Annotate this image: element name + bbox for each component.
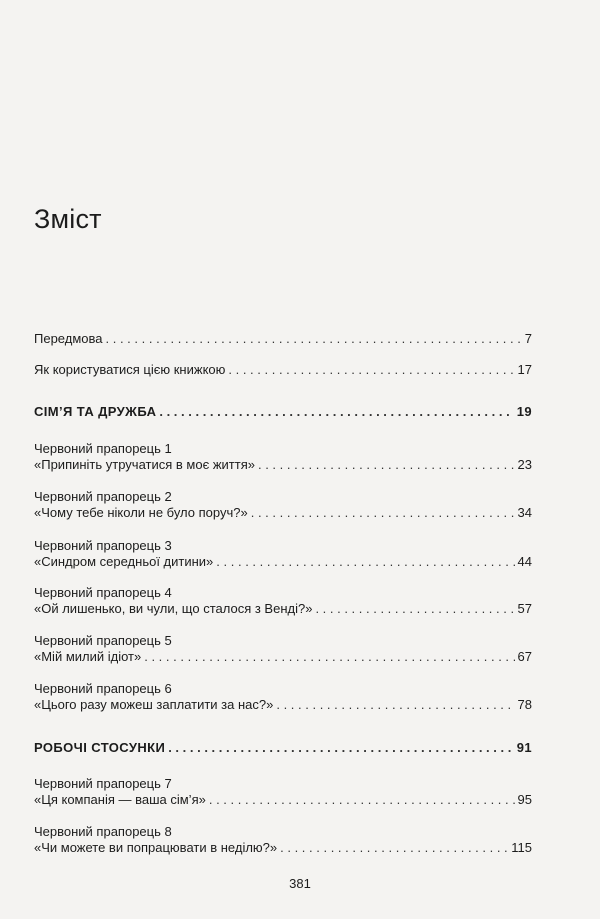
toc-entry-title: Передмова	[34, 331, 103, 346]
toc-entry-flag-4	[34, 585, 532, 617]
toc-section-title: СІМ’Я ТА ДРУЖБА	[34, 404, 157, 419]
toc-page-number: 19	[516, 404, 532, 419]
dot-leader	[209, 792, 515, 808]
flag-label: Червоний прапорець 6	[34, 681, 172, 696]
page-title: Зміст	[34, 204, 102, 234]
toc-page-number: 23	[517, 457, 532, 472]
toc-entry-flag-5	[34, 633, 532, 665]
flag-title: «Чи можете ви попрацювати в неділю?»	[34, 840, 278, 855]
toc-page-number: 44	[517, 554, 532, 569]
flag-label: Червоний прапорець 7	[34, 776, 172, 791]
toc-entry-how-to-use	[34, 362, 532, 378]
flag-label: Червоний прапорець 8	[34, 824, 172, 839]
dot-leader	[258, 457, 515, 473]
toc-page-number: 17	[517, 362, 532, 377]
toc-entry-preface	[34, 331, 532, 347]
dot-leader	[106, 331, 522, 347]
toc-page-number: 67	[517, 649, 532, 664]
toc-section-family	[34, 404, 532, 420]
flag-label: Червоний прапорець 2	[34, 489, 172, 504]
toc-page-number: 95	[517, 792, 532, 807]
toc-entry-flag-2	[34, 489, 532, 521]
toc-page-number: 57	[517, 601, 532, 616]
toc-page-number: 78	[517, 697, 532, 712]
toc-section-title: РОБОЧІ СТОСУНКИ	[34, 740, 166, 755]
dot-leader	[280, 840, 508, 856]
flag-title: «Припиніть утручатися в моє життя»	[34, 457, 255, 472]
toc-entry-flag-8	[34, 824, 532, 856]
flag-label: Червоний прапорець 3	[34, 538, 172, 553]
toc-entry-flag-1	[34, 441, 532, 473]
toc-page-number: 91	[516, 740, 532, 755]
flag-label: Червоний прапорець 5	[34, 633, 172, 648]
flag-title: «Ця компанія — ваша сім’я»	[34, 792, 206, 807]
toc-page-number: 7	[524, 331, 532, 346]
dot-leader	[159, 404, 513, 420]
toc-entry-flag-3	[34, 538, 532, 570]
dot-leader	[276, 697, 514, 713]
dot-leader	[251, 505, 515, 521]
flag-label: Червоний прапорець 1	[34, 441, 172, 456]
page-number-footer: 381	[289, 876, 311, 891]
dot-leader	[228, 362, 514, 378]
toc-entry-flag-6	[34, 681, 532, 713]
flag-title: «Ой лишенько, ви чули, що сталося з Венді?»	[34, 601, 313, 616]
flag-title: «Мій милий ідіот»	[34, 649, 142, 664]
toc-section-work	[34, 740, 532, 756]
toc-entry-title: Як користуватися цією книжкою	[34, 362, 226, 377]
dot-leader	[144, 649, 514, 665]
toc-page-number: 34	[517, 505, 532, 520]
dot-leader	[168, 740, 514, 756]
flag-label: Червоний прапорець 4	[34, 585, 172, 600]
flag-title: «Чому тебе ніколи не було поруч?»	[34, 505, 248, 520]
dot-leader	[315, 601, 514, 617]
flag-title: «Цього разу можеш заплатити за нас?»	[34, 697, 274, 712]
toc-entry-flag-7	[34, 776, 532, 808]
toc-page-number: 115	[511, 840, 532, 855]
flag-title: «Синдром середньої дитини»	[34, 554, 214, 569]
dot-leader	[216, 554, 514, 570]
